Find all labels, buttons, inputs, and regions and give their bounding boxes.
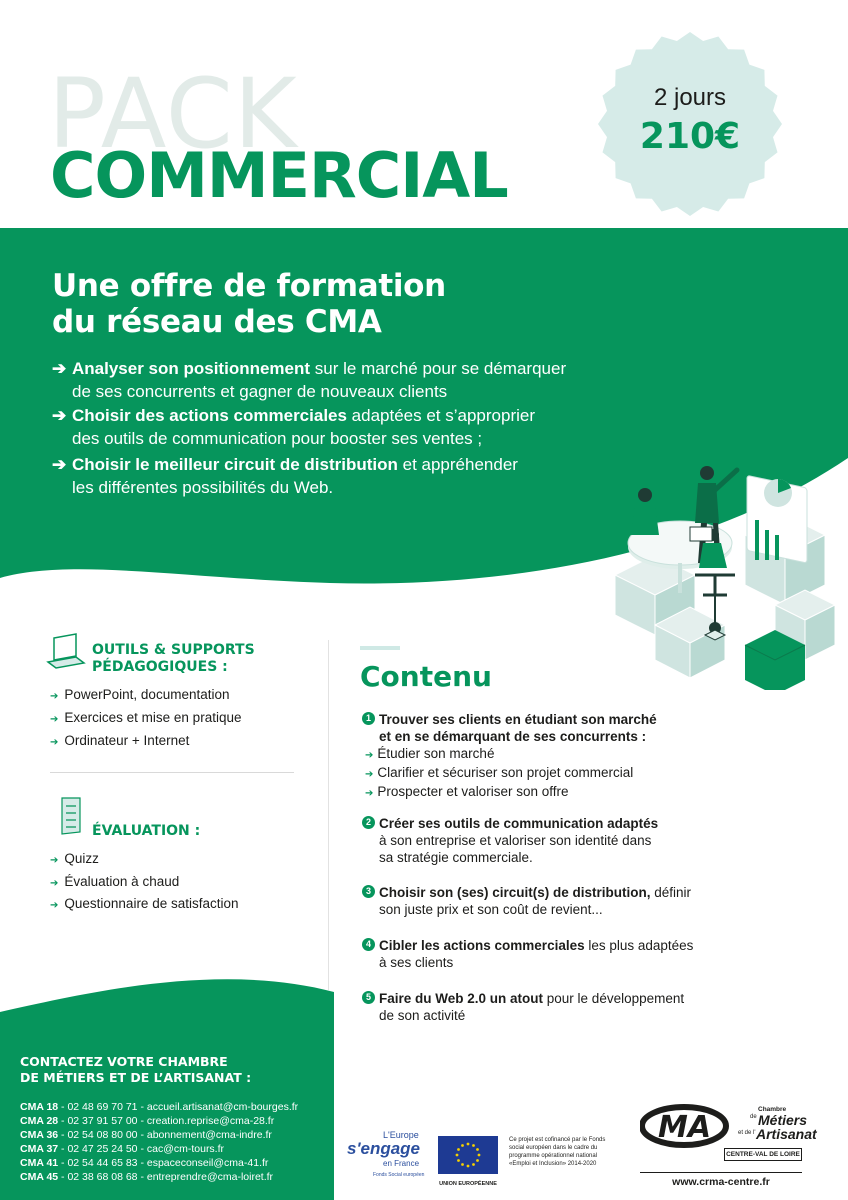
eu-flag-logo (438, 1136, 498, 1186)
block-line: à son entreprise et valoriser son identité dans (379, 833, 652, 848)
list-item (50, 896, 239, 911)
arrow-right-icon: ➔ (365, 750, 374, 761)
laptop-icon (46, 632, 86, 672)
checklist-icon (58, 796, 86, 836)
eu-star (478, 1154, 481, 1157)
block-bold: et en se démarquant de ses concurrents : (379, 729, 647, 744)
offer-bullet (52, 404, 535, 450)
content-block (362, 711, 762, 802)
cma-small-text: de (750, 1114, 757, 1120)
contact-info: - 02 54 08 80 00 - abonnement@cma-indre.fr (58, 1129, 272, 1141)
bullet-bold: Analyser son positionnement (72, 359, 311, 378)
eu-star (457, 1159, 460, 1162)
eu-star (472, 1144, 475, 1147)
cma-small-text: et de l' (738, 1130, 756, 1136)
contenu-title: Contenu (360, 660, 492, 693)
europe-engage-logo (345, 1130, 425, 1182)
sub-item-label: Prospecter et valoriser son offre (377, 784, 569, 799)
contact-info: - 02 54 44 65 83 - espaceconseil@cma-41.fr (58, 1157, 269, 1169)
step-number: 5 (362, 991, 375, 1004)
eu-star (456, 1154, 459, 1157)
commercial-title: COMMERCIAL (50, 139, 508, 212)
evaluation-heading: ÉVALUATION : (92, 823, 201, 839)
step-number: 1 (362, 712, 375, 725)
offer-bullet (52, 357, 566, 403)
block-bold: Faire du Web 2.0 un atout (379, 991, 544, 1006)
tools-heading (92, 642, 255, 676)
contact-heading-line2: DE MÉTIERS ET DE L’ARTISANAT : (20, 1070, 252, 1085)
block-line: à ses clients (379, 955, 454, 970)
list-item (50, 733, 189, 748)
contact-info: - 02 48 69 70 71 - accueil.artisanat@cm-bourges.fr (58, 1101, 299, 1113)
block-bold: Choisir son (ses) circuit(s) de distribution, (379, 885, 651, 900)
eu-star (476, 1159, 479, 1162)
badge-duration: 2 jours (653, 84, 727, 111)
step-number: 3 (362, 885, 375, 898)
pack-title: PACK (48, 58, 298, 170)
eu-star (472, 1163, 475, 1166)
contact-code: CMA 41 (20, 1157, 59, 1169)
offer-title-line1: Une offre de formation (52, 268, 446, 304)
list-item-label: Évaluation à chaud (64, 874, 180, 889)
content-block (362, 937, 762, 971)
eu-label: UNION EUROPÉENNE (439, 1181, 497, 1187)
offer-title-line2: du réseau des CMA (52, 304, 382, 340)
eu-star (461, 1163, 464, 1166)
offer-title (52, 268, 446, 340)
arrow-right-icon: ➔ (50, 737, 59, 748)
badge-price: 210€ (639, 116, 741, 157)
bullet-bold: Choisir le meilleur circuit de distribution (72, 455, 398, 474)
contact-code: CMA 28 (20, 1115, 59, 1127)
sub-item (362, 764, 762, 783)
block-line: de son activité (379, 1008, 466, 1023)
cma-metiers-text: Métiers (758, 1112, 808, 1128)
bullet-line2: les différentes possibilités du Web. (72, 478, 334, 497)
europe-fund-text: Fonds Social européen (373, 1172, 425, 1178)
arrow-right-icon: ➔ (52, 455, 67, 474)
bullet-rest: et appréhender (397, 455, 518, 474)
cma-logo (640, 1098, 817, 1168)
contact-entry (20, 1100, 298, 1115)
arrow-right-icon: ➔ (50, 691, 59, 702)
contenu-accent-bar (360, 646, 400, 650)
eu-star (467, 1165, 470, 1168)
svg-text:MA: MA (658, 1110, 712, 1145)
tools-heading-line1: OUTILS & SUPPORTS (92, 642, 255, 658)
content-block (362, 884, 762, 918)
cma-artisanat-text: Artisanat (756, 1126, 817, 1142)
contact-entry (20, 1114, 274, 1129)
bullet-rest: sur le marché pour se démarquer (310, 359, 567, 378)
block-rest: pour le développement (543, 991, 685, 1006)
list-item-label: Questionnaire de satisfaction (64, 896, 239, 911)
arrow-right-icon: ➔ (50, 878, 59, 889)
europe-sub-text: en France (383, 1159, 420, 1168)
contact-code: CMA 37 (20, 1143, 59, 1155)
list-item (50, 874, 179, 889)
block-bold: Créer ses outils de communication adaptés (379, 816, 659, 831)
price-badge (596, 30, 784, 218)
column-divider (328, 640, 329, 990)
divider (50, 772, 294, 773)
bullet-rest: adaptées et s’approprier (346, 406, 536, 425)
contact-heading-line1: CONTACTEZ VOTRE CHAMBRE (20, 1054, 228, 1069)
bullet-line2: des outils de communication pour booster ses ventes ; (72, 429, 483, 448)
contact-entry (20, 1156, 268, 1171)
block-line: sa stratégie commerciale. (379, 850, 533, 865)
contact-code: CMA 36 (20, 1129, 59, 1141)
contact-heading (20, 1054, 251, 1086)
sub-item (362, 745, 762, 764)
list-item-label: Ordinateur + Internet (64, 733, 190, 748)
website-link[interactable]: www.crma-centre.fr (640, 1172, 802, 1188)
step-number: 2 (362, 816, 375, 829)
eu-star (476, 1148, 479, 1151)
block-bold: Cibler les actions commerciales (379, 938, 585, 953)
arrow-right-icon: ➔ (52, 406, 67, 425)
block-line: son juste prix et son coût de revient... (379, 902, 603, 917)
arrow-right-icon: ➔ (50, 900, 59, 911)
eu-flag-icon (438, 1136, 498, 1174)
list-item (50, 710, 241, 725)
arrow-right-icon: ➔ (365, 788, 374, 799)
contact-entry (20, 1170, 273, 1185)
eu-cofinance-note: Ce projet est cofinancé par le Fonds social européen dans le cadre du programme opérationnel national «Emploi et Inclusion» 2014-2020 (509, 1137, 606, 1167)
content-block (362, 990, 762, 1024)
list-item (50, 851, 99, 866)
tools-heading-line2: PÉDAGOGIQUES : (92, 659, 228, 675)
content-block (362, 815, 762, 866)
contact-code: CMA 18 (20, 1101, 59, 1113)
cma-region-box: CENTRE-VAL DE LOIRE (724, 1148, 802, 1161)
list-item (50, 687, 230, 702)
arrow-right-icon: ➔ (50, 714, 59, 725)
eu-star (457, 1148, 460, 1151)
contact-info: - 02 37 91 57 00 - creation.reprise@cma-28.fr (58, 1115, 275, 1127)
cma-small-text: Chambre (758, 1106, 787, 1113)
sub-item-label: Étudier son marché (377, 746, 495, 761)
eu-star (461, 1144, 464, 1147)
list-item-label: Exercices et mise en pratique (64, 710, 242, 725)
contact-entry (20, 1128, 272, 1143)
europe-top-text: L'Europe (383, 1130, 419, 1140)
contact-entry (20, 1142, 224, 1157)
contact-info: - 02 38 68 08 68 - entreprendre@cma-loiret.fr (58, 1171, 274, 1183)
list-item-label: PowerPoint, documentation (64, 687, 230, 702)
arrow-right-icon: ➔ (365, 769, 374, 780)
eu-star (467, 1143, 470, 1146)
bullet-bold: Choisir des actions commerciales (72, 406, 347, 425)
step-number: 4 (362, 938, 375, 951)
contact-code: CMA 45 (20, 1171, 59, 1183)
arrow-right-icon: ➔ (52, 359, 67, 378)
arrow-right-icon: ➔ (50, 855, 59, 866)
sub-item (362, 783, 762, 802)
sub-item-label: Clarifier et sécuriser son projet commercial (377, 765, 634, 780)
list-item-label: Quizz (64, 851, 99, 866)
offer-bullet (52, 453, 518, 499)
business-meeting-illustration (595, 435, 848, 690)
contact-info: - 02 47 25 24 50 - cac@cm-tours.fr (58, 1143, 225, 1155)
block-rest: définir (650, 885, 692, 900)
block-rest: les plus adaptées (584, 938, 694, 953)
block-bold: Trouver ses clients en étudiant son marché (379, 712, 657, 727)
bullet-line2: de ses concurrents et gagner de nouveaux clients (72, 382, 448, 401)
europe-main-text: s'engage (347, 1139, 421, 1158)
cma-mark-icon (640, 1102, 736, 1150)
